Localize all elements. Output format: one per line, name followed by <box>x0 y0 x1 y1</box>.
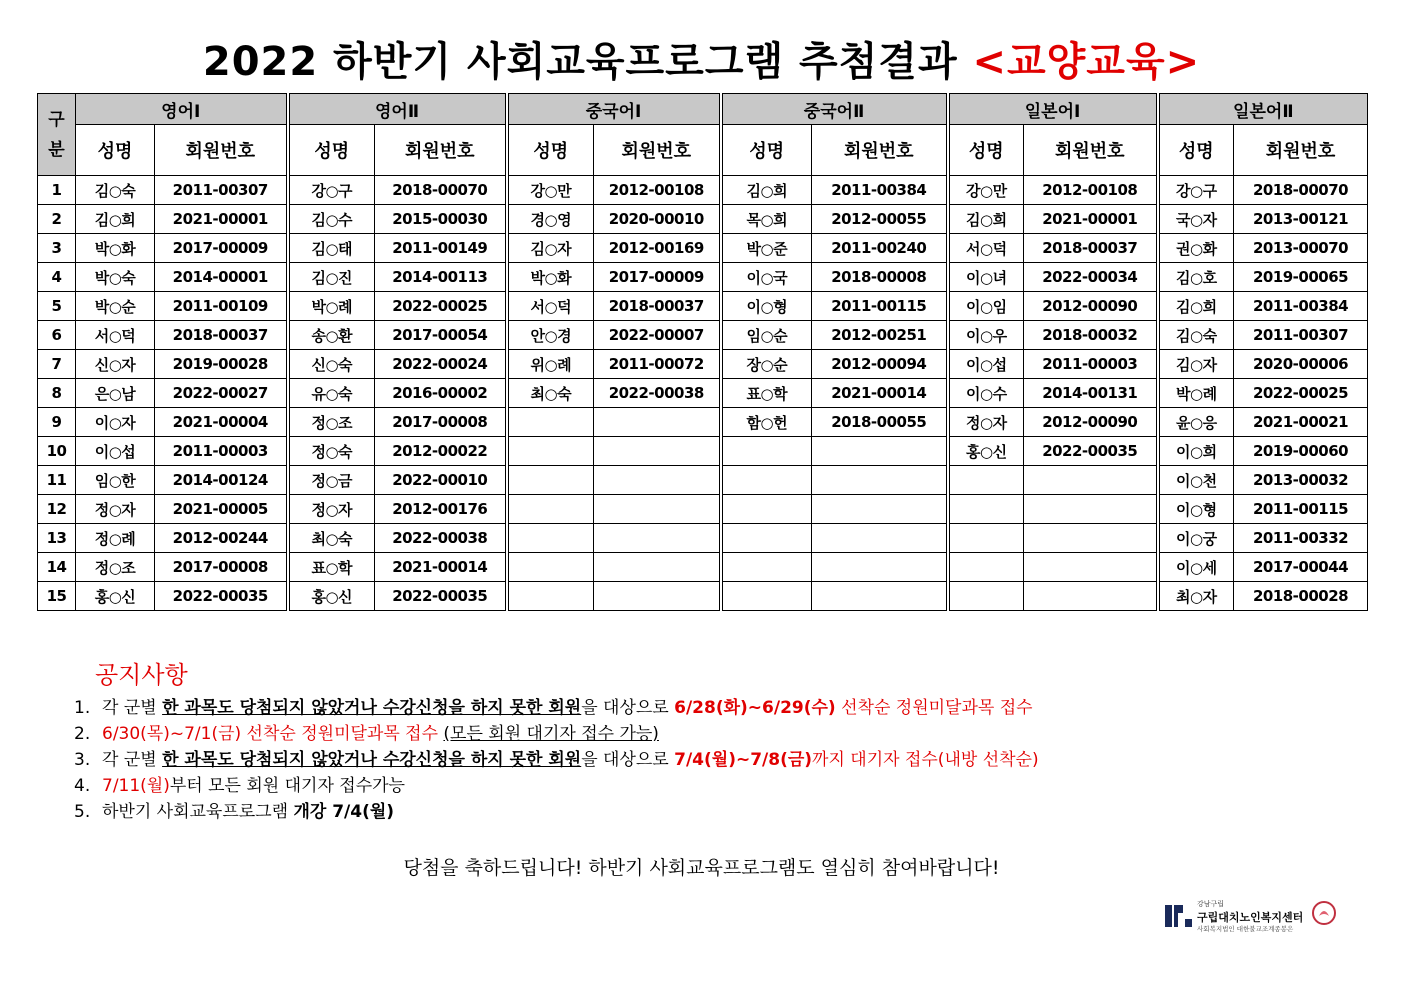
member-id: 2022-00035 <box>375 582 507 611</box>
member-name <box>507 466 594 495</box>
member-name: 최○숙 <box>507 379 594 408</box>
member-id: 2022-00007 <box>594 321 721 350</box>
member-name: 박○화 <box>76 234 155 263</box>
member-id: 2012-00176 <box>375 495 507 524</box>
table-row <box>38 263 1368 292</box>
center-logo-icon <box>1163 899 1193 931</box>
notice-item-text: 7/4(월)~7/8(금) <box>674 750 813 770</box>
member-name <box>721 437 812 466</box>
notice-item-number: 4. <box>74 776 91 796</box>
member-id: 2022-00024 <box>375 350 507 379</box>
member-id: 2017-00054 <box>375 321 507 350</box>
member-name: 목○희 <box>721 205 812 234</box>
row-number: 3 <box>38 234 76 263</box>
member-name <box>721 495 812 524</box>
table-row <box>38 176 1368 205</box>
member-id: 2018-00037 <box>1024 234 1158 263</box>
member-name: 강○구 <box>1158 176 1234 205</box>
member-name <box>948 466 1024 495</box>
member-name: 이○희 <box>1158 437 1234 466</box>
member-name: 이○자 <box>76 408 155 437</box>
name-header: 성명 <box>76 125 155 176</box>
member-id <box>812 495 948 524</box>
member-name: 이○임 <box>948 292 1024 321</box>
member-name: 김○태 <box>288 234 375 263</box>
row-number: 15 <box>38 582 76 611</box>
member-name <box>721 553 812 582</box>
notice-item <box>74 721 1039 747</box>
notice-item-text: 한 과목도 당첨되지 않았거나 수강신청을 하지 못한 회원 <box>162 750 582 770</box>
notice-item-text: 7/11(월) <box>102 776 170 796</box>
table-row <box>38 292 1368 321</box>
table-row <box>38 408 1368 437</box>
table-row <box>38 379 1368 408</box>
member-id: 2014-00131 <box>1024 379 1158 408</box>
notice-item-number: 2. <box>74 724 91 744</box>
member-id: 2012-00169 <box>594 234 721 263</box>
member-id: 2019-00028 <box>155 350 288 379</box>
table-row <box>38 553 1368 582</box>
member-id: 2022-00010 <box>375 466 507 495</box>
member-name: 박○화 <box>507 263 594 292</box>
member-id: 2018-00055 <box>812 408 948 437</box>
member-name: 김○희 <box>1158 292 1234 321</box>
member-id <box>594 437 721 466</box>
member-id: 2020-00006 <box>1234 350 1368 379</box>
notice-item-text: 각 군별 <box>102 750 163 770</box>
member-name: 박○준 <box>721 234 812 263</box>
member-id <box>594 524 721 553</box>
member-name: 정○자 <box>948 408 1024 437</box>
member-name: 김○희 <box>721 176 812 205</box>
member-id: 2021-00005 <box>155 495 288 524</box>
table-row <box>38 495 1368 524</box>
member-id <box>1024 582 1158 611</box>
member-name: 유○숙 <box>288 379 375 408</box>
member-name: 정○숙 <box>288 437 375 466</box>
member-id: 2011-00307 <box>155 176 288 205</box>
notice-item-text: 6/28(화)~6/29(수) <box>674 698 836 718</box>
member-id: 2012-00094 <box>812 350 948 379</box>
member-id: 2022-00035 <box>155 582 288 611</box>
member-id: 2018-00037 <box>155 321 288 350</box>
member-id <box>812 437 948 466</box>
table-row <box>38 466 1368 495</box>
member-id: 2018-00070 <box>1234 176 1368 205</box>
member-id: 2012-00251 <box>812 321 948 350</box>
member-id: 2011-00003 <box>155 437 288 466</box>
member-name: 안○경 <box>507 321 594 350</box>
row-number: 4 <box>38 263 76 292</box>
member-id: 2011-00149 <box>375 234 507 263</box>
member-name: 위○례 <box>507 350 594 379</box>
gubun-header: 구 분 <box>38 94 76 176</box>
member-id: 2018-00032 <box>1024 321 1158 350</box>
member-id: 2021-00001 <box>155 205 288 234</box>
row-number: 1 <box>38 176 76 205</box>
member-name: 표○학 <box>288 553 375 582</box>
member-name: 송○환 <box>288 321 375 350</box>
id-header: 회원번호 <box>155 125 288 176</box>
member-id: 2011-00003 <box>1024 350 1158 379</box>
member-id: 2018-00037 <box>594 292 721 321</box>
member-name: 홍○신 <box>76 582 155 611</box>
id-header: 회원번호 <box>594 125 721 176</box>
row-number: 6 <box>38 321 76 350</box>
group-header-4: 중국어Ⅱ <box>721 94 948 125</box>
member-id <box>1024 495 1158 524</box>
member-id: 2012-00108 <box>594 176 721 205</box>
member-name: 장○순 <box>721 350 812 379</box>
member-id: 2011-00072 <box>594 350 721 379</box>
member-name: 김○숙 <box>76 176 155 205</box>
notice-item-text: (모든 회원 대기자 접수 가능) <box>443 724 659 744</box>
notice-heading: 공지사항 <box>95 661 188 689</box>
member-id: 2011-00307 <box>1234 321 1368 350</box>
member-name: 홍○신 <box>948 437 1024 466</box>
member-name: 박○례 <box>1158 379 1234 408</box>
member-name <box>507 553 594 582</box>
member-id: 2021-00014 <box>375 553 507 582</box>
notice-item-number: 1. <box>74 698 91 718</box>
notice-item-text: 선착순 정원미달과목 접수 <box>835 698 1033 718</box>
member-id: 2017-00009 <box>155 234 288 263</box>
member-id <box>1024 466 1158 495</box>
group-header-6: 일본어Ⅱ <box>1158 94 1368 125</box>
notice-item <box>74 695 1039 721</box>
member-name: 김○수 <box>288 205 375 234</box>
member-name: 이○형 <box>721 292 812 321</box>
member-id: 2021-00004 <box>155 408 288 437</box>
row-number: 2 <box>38 205 76 234</box>
member-name: 박○숙 <box>76 263 155 292</box>
member-id: 2022-00038 <box>594 379 721 408</box>
notice-item-text: 을 대상으로 <box>581 750 675 770</box>
member-id: 2017-00009 <box>594 263 721 292</box>
member-id: 2013-00032 <box>1234 466 1368 495</box>
member-id: 2022-00034 <box>1024 263 1158 292</box>
member-name: 김○자 <box>1158 350 1234 379</box>
title-main: 2022 하반기 사회교육프로그램 추첨결과 <box>202 39 973 85</box>
group-header-row <box>38 94 1368 125</box>
member-name: 강○만 <box>507 176 594 205</box>
member-name: 이○세 <box>1158 553 1234 582</box>
member-name: 윤○응 <box>1158 408 1234 437</box>
results-body <box>38 176 1368 611</box>
notice-item-number: 3. <box>74 750 91 770</box>
notice-item <box>74 747 1039 773</box>
notice-item <box>74 799 1039 825</box>
member-id: 2018-00008 <box>812 263 948 292</box>
member-id: 2019-00060 <box>1234 437 1368 466</box>
sub-header-row <box>38 125 1368 176</box>
center-logo <box>1163 897 1343 937</box>
member-id: 2011-00384 <box>1234 292 1368 321</box>
member-name <box>948 495 1024 524</box>
member-name: 김○호 <box>1158 263 1234 292</box>
member-name <box>721 466 812 495</box>
member-id: 2022-00035 <box>1024 437 1158 466</box>
member-id: 2012-00244 <box>155 524 288 553</box>
member-name: 이○궁 <box>1158 524 1234 553</box>
member-name <box>507 582 594 611</box>
group-header-5: 일본어Ⅰ <box>948 94 1158 125</box>
member-name: 강○만 <box>948 176 1024 205</box>
notice-list <box>74 695 1039 825</box>
table-row <box>38 321 1368 350</box>
member-name: 서○덕 <box>507 292 594 321</box>
member-id <box>594 582 721 611</box>
member-id: 2012-00090 <box>1024 292 1158 321</box>
member-name: 함○헌 <box>721 408 812 437</box>
member-id: 2011-00109 <box>155 292 288 321</box>
table-row <box>38 205 1368 234</box>
member-name: 정○조 <box>76 553 155 582</box>
table-row <box>38 582 1368 611</box>
member-name: 신○숙 <box>288 350 375 379</box>
member-name: 박○순 <box>76 292 155 321</box>
member-id: 2021-00001 <box>1024 205 1158 234</box>
member-id: 2013-00070 <box>1234 234 1368 263</box>
member-id: 2021-00021 <box>1234 408 1368 437</box>
member-id: 2011-00332 <box>1234 524 1368 553</box>
member-name: 신○자 <box>76 350 155 379</box>
member-id <box>812 466 948 495</box>
table-row <box>38 524 1368 553</box>
notice-item <box>74 773 1039 799</box>
member-id: 2013-00121 <box>1234 205 1368 234</box>
member-name: 정○금 <box>288 466 375 495</box>
member-name: 최○자 <box>1158 582 1234 611</box>
member-id: 2022-00025 <box>375 292 507 321</box>
logo-line1: 강남구립 <box>1197 900 1225 908</box>
member-id: 2022-00027 <box>155 379 288 408</box>
row-number: 8 <box>38 379 76 408</box>
member-id: 2017-00008 <box>375 408 507 437</box>
member-id <box>594 466 721 495</box>
row-number: 10 <box>38 437 76 466</box>
member-name <box>507 437 594 466</box>
closing-message: 당첨을 축하드립니다! 하반기 사회교육프로그램도 열심히 참여바랍니다! <box>403 857 1000 879</box>
id-header: 회원번호 <box>812 125 948 176</box>
member-name: 김○숙 <box>1158 321 1234 350</box>
name-header: 성명 <box>948 125 1024 176</box>
member-id: 2011-00115 <box>812 292 948 321</box>
member-id: 2018-00028 <box>1234 582 1368 611</box>
member-id: 2011-00240 <box>812 234 948 263</box>
notice-item-text: 을 대상으로 <box>581 698 675 718</box>
member-name: 이○녀 <box>948 263 1024 292</box>
name-header: 성명 <box>288 125 375 176</box>
member-name <box>721 582 812 611</box>
member-name <box>948 553 1024 582</box>
member-id: 2022-00025 <box>1234 379 1368 408</box>
notice-item-text: 부터 모든 회원 대기자 접수가능 <box>169 776 405 796</box>
member-id <box>812 582 948 611</box>
member-name: 이○섭 <box>76 437 155 466</box>
member-name: 박○례 <box>288 292 375 321</box>
member-name: 임○순 <box>721 321 812 350</box>
group-header-3: 중국어Ⅰ <box>507 94 721 125</box>
table-row <box>38 350 1368 379</box>
member-id: 2012-00022 <box>375 437 507 466</box>
member-name: 정○자 <box>288 495 375 524</box>
member-name: 서○덕 <box>948 234 1024 263</box>
member-name: 임○한 <box>76 466 155 495</box>
member-name <box>507 495 594 524</box>
member-name <box>507 408 594 437</box>
member-id: 2014-00113 <box>375 263 507 292</box>
notice-item-text: 한 과목도 당첨되지 않았거나 수강신청을 하지 못한 회원 <box>162 698 582 718</box>
group-header-2: 영어Ⅱ <box>288 94 507 125</box>
member-name: 정○조 <box>288 408 375 437</box>
member-name: 이○수 <box>948 379 1024 408</box>
member-name: 이○형 <box>1158 495 1234 524</box>
member-name <box>948 582 1024 611</box>
member-id <box>594 553 721 582</box>
row-number: 12 <box>38 495 76 524</box>
member-name: 김○진 <box>288 263 375 292</box>
member-id <box>594 495 721 524</box>
member-id: 2011-00384 <box>812 176 948 205</box>
member-name: 정○례 <box>76 524 155 553</box>
member-name: 국○자 <box>1158 205 1234 234</box>
notice-item-text: 개강 7/4(월) <box>293 802 395 822</box>
member-name: 김○희 <box>948 205 1024 234</box>
table-row <box>38 437 1368 466</box>
row-number: 11 <box>38 466 76 495</box>
id-header: 회원번호 <box>375 125 507 176</box>
member-id: 2012-00090 <box>1024 408 1158 437</box>
row-number: 14 <box>38 553 76 582</box>
member-id: 2015-00030 <box>375 205 507 234</box>
name-header: 성명 <box>721 125 812 176</box>
member-name: 강○구 <box>288 176 375 205</box>
member-name <box>507 524 594 553</box>
member-name: 이○국 <box>721 263 812 292</box>
page-title <box>0 30 1403 87</box>
id-header: 회원번호 <box>1024 125 1158 176</box>
row-number: 9 <box>38 408 76 437</box>
row-number: 5 <box>38 292 76 321</box>
notice-item-text: 6/30(목)~7/1(금) 선착순 정원미달과목 접수 <box>102 724 439 744</box>
group-header-1: 영어Ⅰ <box>76 94 288 125</box>
member-id: 2022-00038 <box>375 524 507 553</box>
member-name: 최○숙 <box>288 524 375 553</box>
member-id: 2018-00070 <box>375 176 507 205</box>
member-name <box>948 524 1024 553</box>
member-name: 이○우 <box>948 321 1024 350</box>
member-name: 권○화 <box>1158 234 1234 263</box>
member-name: 이○천 <box>1158 466 1234 495</box>
member-id: 2014-00001 <box>155 263 288 292</box>
member-id <box>812 553 948 582</box>
member-name: 김○희 <box>76 205 155 234</box>
member-name: 정○자 <box>76 495 155 524</box>
row-number: 13 <box>38 524 76 553</box>
logo-line2: 구립대치노인복지센터 <box>1197 911 1304 924</box>
member-name: 홍○신 <box>288 582 375 611</box>
member-id: 2012-00055 <box>812 205 948 234</box>
member-name: 경○영 <box>507 205 594 234</box>
member-id <box>812 524 948 553</box>
member-name: 이○섭 <box>948 350 1024 379</box>
member-id: 2014-00124 <box>155 466 288 495</box>
member-name: 은○남 <box>76 379 155 408</box>
notice-item-text: 각 군별 <box>102 698 163 718</box>
name-header: 성명 <box>507 125 594 176</box>
member-id: 2017-00044 <box>1234 553 1368 582</box>
member-id: 2020-00010 <box>594 205 721 234</box>
row-number: 7 <box>38 350 76 379</box>
member-id: 2011-00115 <box>1234 495 1368 524</box>
member-id: 2017-00008 <box>155 553 288 582</box>
member-name: 서○덕 <box>76 321 155 350</box>
member-name <box>721 524 812 553</box>
member-id: 2019-00065 <box>1234 263 1368 292</box>
flower-emblem-icon <box>1311 900 1337 926</box>
member-id <box>1024 524 1158 553</box>
notice-item-text: 까지 대기자 접수(내방 선착순) <box>812 750 1039 770</box>
member-id: 2012-00108 <box>1024 176 1158 205</box>
results-table <box>37 93 1368 611</box>
member-name: 김○자 <box>507 234 594 263</box>
table-row <box>38 234 1368 263</box>
logo-line3: 사회복지법인 대한불교조계종봉은 <box>1197 925 1294 933</box>
title-subtitle: <교양교육> <box>972 39 1201 85</box>
name-header: 성명 <box>1158 125 1234 176</box>
member-id: 2016-00002 <box>375 379 507 408</box>
member-name: 표○학 <box>721 379 812 408</box>
notice-item-number: 5. <box>74 802 91 822</box>
notice-item-text: 하반기 사회교육프로그램 <box>102 802 294 822</box>
member-id <box>1024 553 1158 582</box>
id-header: 회원번호 <box>1234 125 1368 176</box>
member-id <box>594 408 721 437</box>
member-id: 2021-00014 <box>812 379 948 408</box>
